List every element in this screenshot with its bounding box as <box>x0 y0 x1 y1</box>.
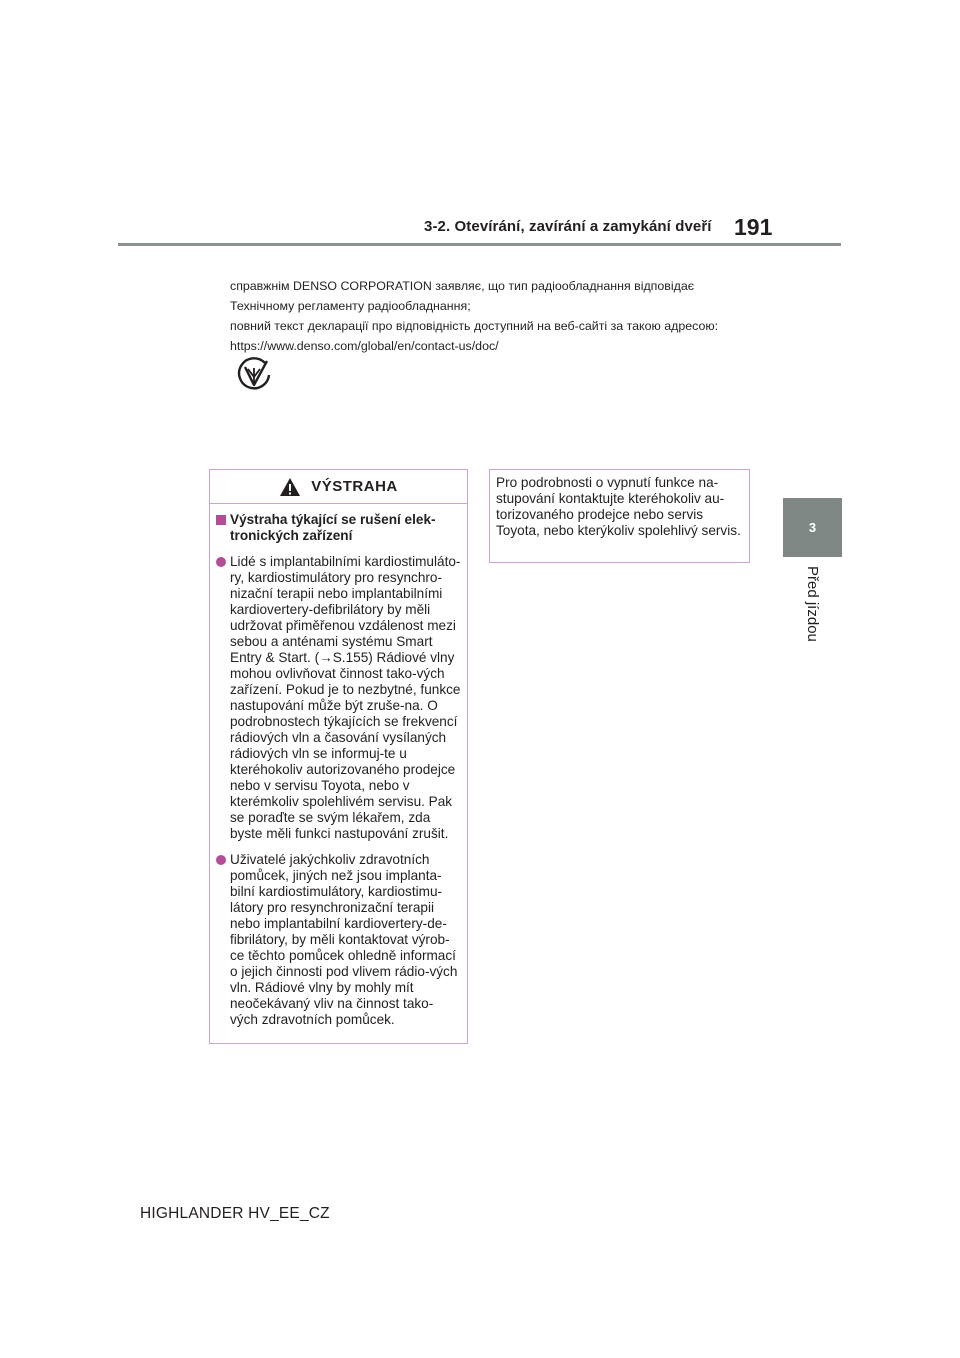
ua-declaration-line: справжнім DENSO CORPORATION заявляє, що тип радіообладнання відповідає <box>230 279 695 293</box>
chapter-label: Před jízdou <box>804 566 821 642</box>
page-number: 191 <box>734 214 773 240</box>
ua-declaration <box>230 276 790 356</box>
warning-section <box>216 512 461 544</box>
warning-bullet-text: Uživatelé jakýchkoliv zdravotních pomůcek, jiných než jsou implanta-bilní kardiostimulátory, kardiostimu-látory pro resynchronizační terapii nebo implantabilní kardiovertery-de-fibrilátory, by měli kontaktovat výrob-ce těchto pomůcek ohledně informací o jejich činnosti pod vlivem rádio-vých vln. Rádiové vlny by mohly mít neočekávaný vliv na činnost tako-vých zdravotních pomůcek. <box>230 852 458 1027</box>
chapter-tab: 3 <box>783 498 842 557</box>
warning-box <box>209 469 468 1044</box>
warning-bullet-text: Lidé s implantabilními kardiostimuláto-ry, kardiostimulátory pro resynchro-nizační terapii nebo implantabilními kardiovertery-defibrilátory by měli udržovat přiměřenou vzdálenost mezi sebou a anténami systému Smart Entry & Start. (→S.155) Rádiové vlny mohou ovlivňovat činnost tako-vých zařízení. Pokud je to nezbytné, funkce nastupování může být zruše-na. O podrobnostech týkajících se frekvencí rádiových vln a časování vysílaných rádiových vln se informuj-te u kteréhokoliv autorizovaného prodejce nebo v servisu Toyota, nebo v kterémkoliv spolehlivém servisu. Pak se poraďte se svým lékařem, zda byste měli funkci nastupování zrušit. <box>230 554 461 841</box>
square-bullet-icon <box>216 515 226 525</box>
round-bullet-icon <box>216 855 226 865</box>
warning-body <box>210 504 467 1028</box>
warning-heading: VÝSTRAHA <box>311 478 398 495</box>
warning-section-title: Výstraha týkající se rušení elek-tronických zařízení <box>230 512 436 543</box>
info-box: Pro podrobnosti o vypnutí funkce na-stupování kontaktujte kteréhokoliv au-torizovaného prodejce nebo servis Toyota, nebo kterýkoliv spolehlivý servis. <box>489 469 750 563</box>
warning-triangle-icon <box>279 477 301 497</box>
list-item <box>216 554 461 842</box>
list-item <box>216 852 461 1028</box>
round-bullet-icon <box>216 557 226 567</box>
header-divider <box>118 243 841 246</box>
ua-declaration-url: https://www.denso.com/global/en/contact-us/doc/ <box>230 339 499 353</box>
footer-model: HIGHLANDER HV_EE_CZ <box>140 1205 330 1222</box>
section-title: 3-2. Otevírání, zavírání a zamykání dveří <box>424 218 712 235</box>
warning-header <box>210 470 467 504</box>
ua-declaration-line: повний текст декларації про відповідність доступний на веб-сайті за такою адресою: <box>230 319 719 333</box>
ua-declaration-line: Технічному регламенту радіообладнання; <box>230 299 471 313</box>
ua-conformity-mark-icon <box>235 355 273 393</box>
